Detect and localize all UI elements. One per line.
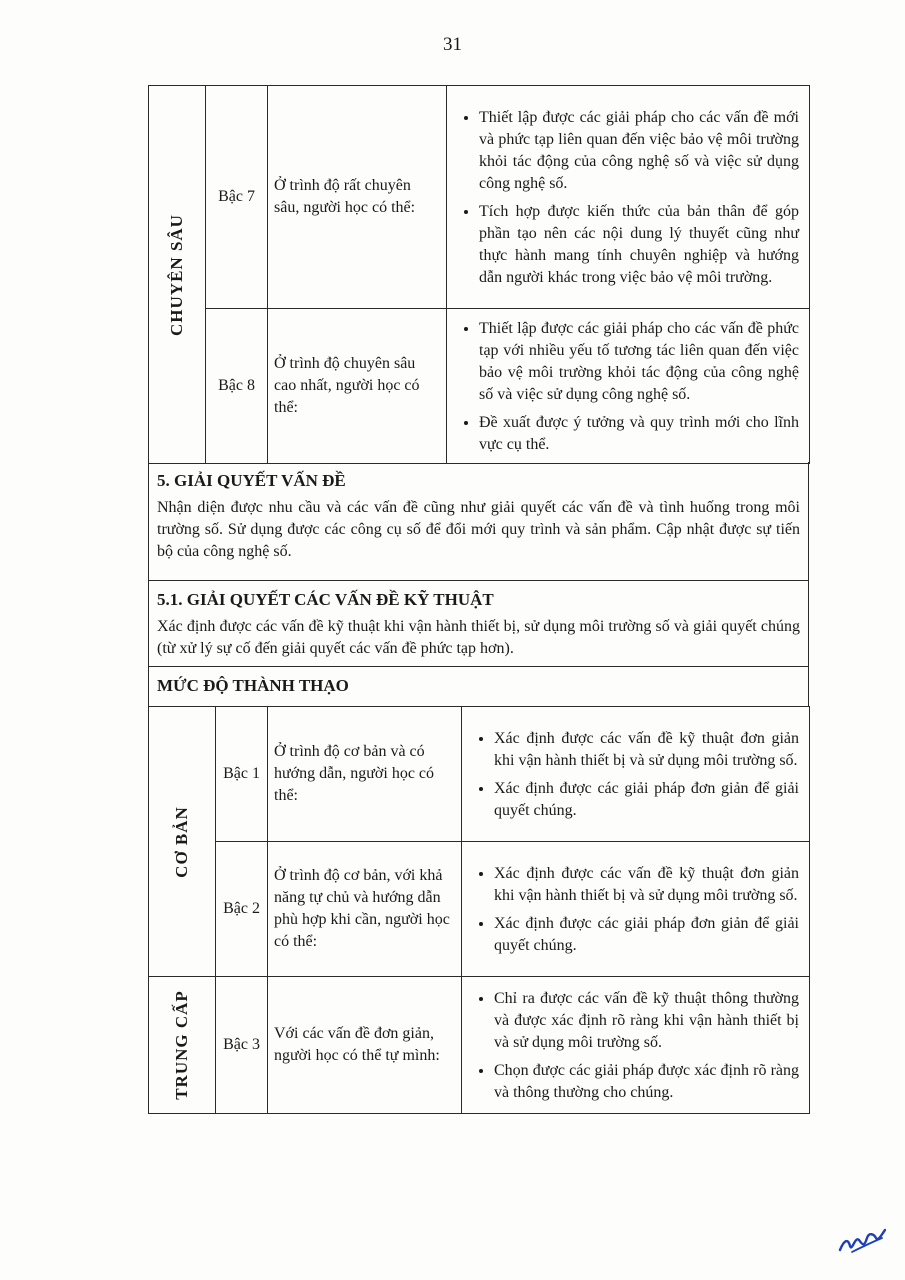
- section-body: Nhận diện được nhu cầu và các vấn đề cũng như giải quyết các vấn đề và tình huống trong môi trường số. Sử dụng được các công cụ số để đổi mới quy trình và sản phẩm. Cập nhật được sự tiến bộ của công nghệ số.: [157, 499, 800, 560]
- page-number: 31: [443, 34, 462, 55]
- level-label: Bậc 8: [206, 309, 268, 464]
- level-description: Ở trình độ cơ bản, với khả năng tự chủ và hướng dẫn phù hợp khi cần, người học có thể:: [268, 842, 462, 977]
- advanced-level-table: [148, 85, 810, 464]
- signature-mark: [838, 1226, 886, 1256]
- competency-list: [462, 707, 810, 842]
- list-item: • Xác định được các giải pháp đơn giản để giải quyết chúng.: [494, 913, 799, 957]
- level-description: Ở trình độ cơ bản và có hướng dẫn, người học có thể:: [268, 707, 462, 842]
- list-item: • Thiết lập được các giải pháp cho các vấn đề mới và phức tạp liên quan đến việc bảo vệ môi trường khỏi tác động của công nghệ số và việc sử dụng công nghệ số.: [479, 107, 799, 195]
- list-item: • Chỉ ra được các vấn đề kỹ thuật thông thường và được xác định rõ ràng khi vận hành thiết bị và sử dụng môi trường số.: [494, 988, 799, 1054]
- list-item: • Xác định được các vấn đề kỹ thuật đơn giản khi vận hành thiết bị và sử dụng môi trường số.: [494, 728, 799, 772]
- list-item: • Xác định được các vấn đề kỹ thuật đơn giản khi vận hành thiết bị và sử dụng môi trường số.: [494, 863, 799, 907]
- list-item: • Xác định được các giải pháp đơn giản để giải quyết chúng.: [494, 778, 799, 822]
- table-row: [149, 707, 810, 842]
- level-label: Bậc 3: [216, 977, 268, 1114]
- group-label-cell: [149, 977, 216, 1114]
- section-body: Xác định được các vấn đề kỹ thuật khi vận hành thiết bị, sử dụng môi trường số và giải quyết chúng (từ xử lý sự cố đến giải quyết các vấn đề phức tạp hơn).: [157, 618, 800, 657]
- competency-list: [447, 309, 810, 464]
- group-label-cell: [149, 707, 216, 977]
- proficiency-heading: [148, 667, 809, 707]
- level-label: Bậc 7: [206, 86, 268, 309]
- level-description: Ở trình độ chuyên sâu cao nhất, người học có thể:: [268, 309, 447, 464]
- table-row: [149, 86, 810, 309]
- level-label: Bậc 2: [216, 842, 268, 977]
- level-label: Bậc 1: [216, 707, 268, 842]
- list-item: • Chọn được các giải pháp được xác định rõ ràng và thông thường cho chúng.: [494, 1060, 799, 1104]
- competency-list: [462, 977, 810, 1114]
- group-label-cell: [149, 86, 206, 464]
- level-description: Ở trình độ rất chuyên sâu, người học có thể:: [268, 86, 447, 309]
- proficiency-table: [148, 706, 810, 1114]
- section-title: 5. GIẢI QUYẾT VẤN ĐỀ: [157, 471, 346, 490]
- table-row: [149, 977, 810, 1114]
- list-item: • Thiết lập được các giải pháp cho các vấn đề phức tạp với nhiều yếu tố tương tác liên quan đến việc bảo vệ môi trường khỏi tác động của công nghệ số và việc sử dụng công nghệ số.: [479, 318, 799, 406]
- list-item: • Tích hợp được kiến thức của bản thân để góp phần tạo nên các nội dung lý thuyết cũng như thực hành mang tính chuyên nghiệp và hướng dẫn người khác trong việc bảo vệ môi trường.: [479, 201, 799, 289]
- table-row: [149, 309, 810, 464]
- section-5-1: [148, 581, 809, 667]
- competency-list: [462, 842, 810, 977]
- list-item: • Đề xuất được ý tưởng và quy trình mới cho lĩnh vực cụ thể.: [479, 412, 799, 456]
- section-title: 5.1. GIẢI QUYẾT CÁC VẤN ĐỀ KỸ THUẬT: [157, 590, 494, 609]
- table-row: [149, 842, 810, 977]
- section-5: [148, 462, 809, 581]
- level-description: Với các vấn đề đơn giản, người học có thể tự mình:: [268, 977, 462, 1114]
- section-title: MỨC ĐỘ THÀNH THẠO: [157, 676, 349, 695]
- group-label: TRUNG CẤP: [172, 990, 191, 1100]
- competency-list: [447, 86, 810, 309]
- group-label: CHUYÊN SÂU: [167, 213, 186, 336]
- group-label: CƠ BẢN: [172, 805, 191, 878]
